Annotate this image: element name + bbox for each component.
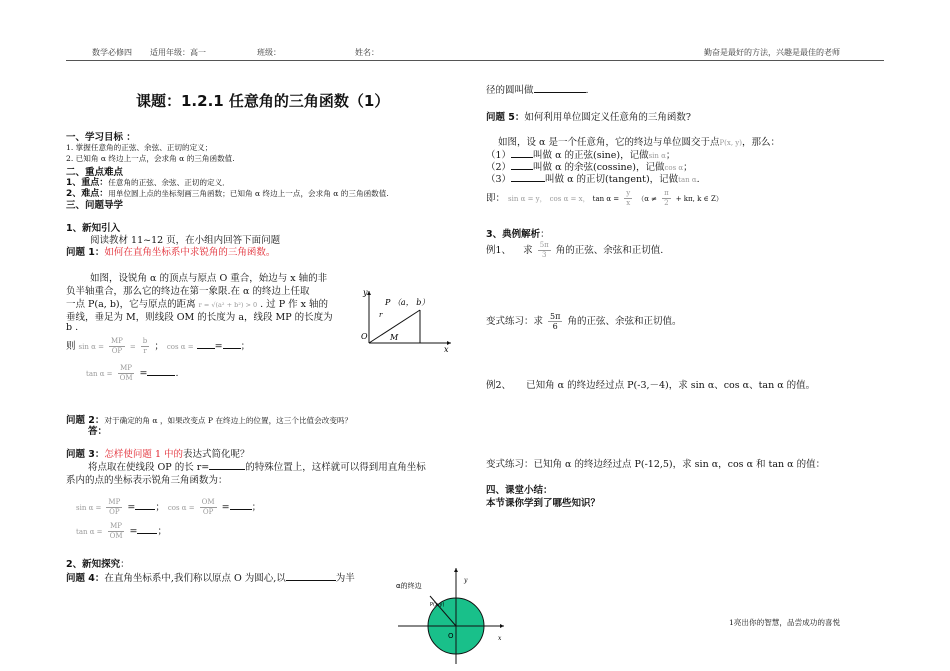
header-name-label: 姓名： (355, 48, 379, 57)
p1-line3-a: 一点 P(a, b)，它与原点的距离 (66, 299, 196, 310)
r-line1: 径的圆叫做 . (486, 85, 589, 96)
s2-key-label: 1、重点： (66, 178, 109, 188)
eq3-sin-blank[interactable] (135, 509, 155, 510)
q3-text-red: 怎样使问题 1 中的 (104, 449, 184, 460)
equation-3: sin α = $\frac{MP}{OP}$ = ； cos α = $\frac{OM}{OP}$ = ； (76, 498, 262, 516)
eq2-tan: tan α = (86, 370, 113, 378)
fig2-y-label: y (464, 577, 468, 584)
fig2-y-arrow (454, 568, 458, 572)
def-item-1: （1） 叫做 α 的正弦(sine)，记做sin α； (486, 150, 676, 161)
fig1-x-label: x (444, 345, 449, 353)
triangle-figure (355, 283, 455, 353)
eq1-prefix: 则 (66, 341, 76, 352)
variant-2: 变式练习：已知角 α 的终边经过点 P(-12,5)，求 sin α，cos α 和 tan α 的值： (486, 459, 826, 470)
definition-summary: 即： sin α = y， cos α = x， tan α = $\frac{y}{x}$ （α ≠ $\frac{\pi}{2}$ + kπ, k ∈ Z） (486, 189, 723, 207)
fig2-point-label: P(x,y) (430, 602, 445, 608)
fig1-origin: O (361, 332, 368, 341)
equation-4: tan α = $\frac{MP}{OM}$ = ； (76, 522, 167, 540)
s1-item2: 2. 已知角 α 终边上一点，会求角 α 的三角函数值. (66, 154, 235, 163)
example-2: 例2、 已知角 α 的终边经过点 P(-3,－4)，求 sin α、cos α、tan α 的值。 (486, 380, 816, 391)
fig1-r: r (379, 311, 383, 319)
q3-label: 问题 3： (66, 449, 105, 460)
p3-line1: 将点取在使线段 OP 的长 r= 的特殊位置上，这样就可以得到用直角坐标 (88, 462, 426, 473)
fig1-y-arrow (367, 291, 371, 295)
p3-line2: 系内的点的坐标表示锐角三角函数为： (66, 475, 228, 486)
eq3-tan-blank[interactable] (137, 533, 157, 534)
def-item-3: （3） 叫做 α 的正切(tangent)，记做tan α. (486, 174, 700, 185)
s3-heading: 三、问题导学 (66, 200, 124, 211)
p1-line1: 如图，设锐角 α 的顶点与原点 O 重合，始边与 x 轴的非 (90, 273, 328, 284)
eq1-sin: sin α = (78, 343, 104, 351)
p1-line5: b . (66, 322, 79, 333)
radius-blank[interactable] (209, 469, 245, 470)
q1-text: 如何在直角坐标系中求锐角的三角函数。 (104, 247, 276, 258)
circle-name-blank[interactable] (534, 92, 586, 93)
equation-2: tan α = $\frac{MP}{OM}$ = . (86, 364, 179, 382)
s2-diff-label: 2、难点： (66, 189, 109, 199)
question-5 (486, 109, 691, 123)
page-title: 课题：1.2.1 任意角的三角函数（1） (136, 92, 390, 110)
def-item-2: （2） 叫做 α 的余弦(cossine)，记做cos α； (486, 162, 693, 173)
cosine-blank[interactable] (511, 169, 533, 170)
s2-heading: 二、重点难点 (66, 167, 124, 178)
eq2-blank[interactable] (147, 375, 175, 376)
fig2-x-arrow (500, 624, 504, 628)
q5-text: 如何利用单位圆定义任意角的三角函数? (524, 112, 692, 123)
intro-heading: 1、新知引入 (66, 223, 121, 234)
fig2-terminal-label: α的终边 (396, 582, 422, 590)
header-grade: 适用年级：高一 (150, 48, 206, 57)
sine-blank[interactable] (511, 157, 533, 158)
header-motto: 勤奋是最好的方法，兴趣是最佳的老师 (704, 48, 840, 57)
q2-label: 问题 2： (66, 415, 105, 426)
q1-label: 问题 1： (66, 247, 105, 258)
summary-heading: 四、课堂小结： (486, 485, 553, 496)
header-subject: 数学必修四 (92, 48, 132, 57)
eq1-blank2[interactable] (223, 348, 241, 349)
example-1: 例1、 求 $\frac{5\pi}{3}$ 角的正弦、余弦和正切值. (486, 241, 664, 259)
eq2-frac-mp-om: $\frac{MP}{OM}$ (119, 364, 133, 382)
s1-heading: 一、学习目标 ： (66, 132, 136, 143)
question-1 (66, 244, 275, 258)
eq1-cos: cos α = (166, 343, 194, 351)
p1-line3 (66, 296, 328, 310)
examples-heading: 3、典例解析： (486, 229, 550, 240)
q4-label: 问题 4： (66, 573, 105, 584)
s2-key-text: 任意角的正弦、余弦、正切的定义． (108, 178, 230, 187)
fig2-origin: O (448, 632, 454, 640)
fig1-point: P （a， b） (385, 298, 430, 307)
question-3 (66, 446, 250, 460)
p1-line2: 负半轴重合，那么它的终边在第一象限.在 α 的终边上任取 (66, 286, 310, 297)
new-heading: 2、新知探究： (66, 559, 130, 570)
eq1-frac-mp-op: $\frac{MP}{OP}$ (110, 337, 123, 355)
variant-1: 变式练习：求 $\frac{5\pi}{6}$ 角的正弦、余弦和正切值。 (486, 312, 682, 331)
q2-text: 对于确定的角 α ，如果改变点 P 在终边上的位置，这三个比值会改变吗？ (104, 416, 353, 425)
fig2-x-label: x (498, 635, 502, 642)
s2-diff-text: 用单位圆上点的坐标刻画三角函数；已知角 α 终边上一点，会求角 α 的三角函数值. (108, 189, 389, 198)
question-4: 问题 4：在直角坐标系中,我们称以原点 O 为圆心,以 为半 (66, 573, 355, 584)
intro-text: 阅读教材 11~12 页，在小组内回答下面问题 (90, 235, 281, 246)
s1-item1: 1. 掌握任意角的正弦、余弦、正切的定义； (66, 143, 213, 152)
eq3-cos-blank[interactable] (230, 509, 252, 510)
fig1-y-label: y (363, 288, 368, 297)
r-line2: 如图，设 α 是一个任意角，它的终边与单位圆交于点P(x, y)，那么： (498, 137, 781, 148)
unit-circle-figure (392, 560, 512, 668)
distance-formula: r = √(a² + b²) > 0 (198, 301, 258, 309)
footer-text: 1亮出你的智慧，品尝成功的喜悦 (729, 618, 841, 627)
fig1-m: M (390, 333, 399, 342)
p1-line4: 垂线，垂足为 M，则线段 OM 的长度为 a，线段 MP 的长度为 (66, 312, 333, 323)
q5-label: 问题 5： (486, 112, 525, 123)
eq1-frac-b-r: $\frac{b}{r}$ (142, 337, 148, 355)
question-2 (66, 412, 352, 426)
q3-text-black: 表达式简化呢？ (183, 449, 250, 460)
p1-line3-b: . 过 P 作 x 轴的 (260, 299, 329, 310)
equation-1: 则 sin α = $\frac{MP}{OP}$ = $\frac{b}{r}$ ； cos α = = ； (66, 337, 251, 355)
q4-blank[interactable] (286, 580, 336, 581)
eq1-blank1[interactable] (197, 348, 215, 349)
summary-question: 本节课你学到了哪些知识？ (486, 498, 601, 509)
q2-answer: 答： (88, 426, 108, 437)
header-class-label: 班级： (257, 48, 281, 57)
tangent-blank[interactable] (511, 181, 545, 182)
header-divider (66, 60, 884, 61)
